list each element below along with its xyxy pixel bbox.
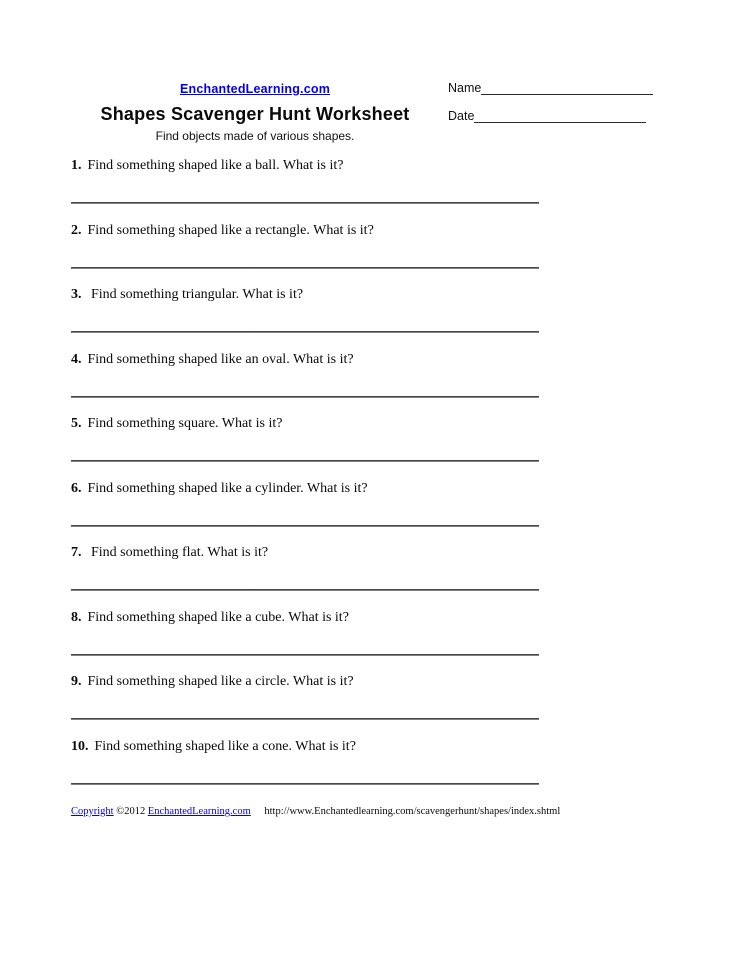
question-text: Find something shaped like a circle. What is it?	[87, 674, 354, 689]
question-number: 6.	[71, 480, 82, 496]
question-item	[71, 222, 540, 287]
question-number: 10.	[71, 738, 89, 754]
answer-blank-line	[71, 654, 539, 656]
copyright-link[interactable]: Copyright	[71, 806, 114, 817]
question-number: 9.	[71, 674, 82, 689]
date-field-row	[448, 108, 653, 123]
question-item	[71, 286, 540, 351]
worksheet-header	[70, 80, 440, 143]
question-text: Find something shaped like an oval. What is it?	[87, 351, 354, 367]
answer-blank-line	[71, 460, 539, 462]
question-text: Find something shaped like a cube. What is it?	[87, 609, 349, 625]
date-blank-line	[474, 109, 646, 123]
question-item	[71, 609, 540, 674]
question-text: Find something shaped like a cylinder. What is it?	[87, 480, 368, 496]
name-field-row	[448, 80, 653, 95]
question-item	[71, 738, 540, 803]
question-number: 3.	[71, 287, 82, 302]
answer-blank-line	[71, 202, 539, 204]
footer-site-link[interactable]: EnchantedLearning.com	[147, 806, 251, 817]
answer-blank-line	[71, 267, 539, 269]
question-text: Find something triangular. What is it?	[87, 287, 304, 302]
date-label: Date	[448, 109, 475, 123]
answer-blank-line	[71, 331, 539, 333]
question-text: Find something shaped like a rectangle. What is it?	[87, 222, 374, 238]
question-item	[71, 415, 540, 480]
answer-blank-line	[71, 525, 539, 527]
question-text: Find something flat. What is it?	[87, 545, 269, 560]
page-footer	[71, 805, 671, 818]
question-text: Find something square. What is it?	[87, 416, 283, 431]
question-item	[71, 351, 540, 416]
question-number: 2.	[71, 222, 82, 238]
question-number: 1.	[71, 158, 82, 173]
question-number: 4.	[71, 351, 82, 367]
question-number: 8.	[71, 609, 82, 625]
page-title: Shapes Scavenger Hunt Worksheet	[100, 104, 410, 124]
footer-url: http://www.Enchantedlearning.com/scavengerhunt/shapes/index.shtml	[264, 806, 561, 817]
answer-blank-line	[71, 396, 539, 398]
question-text: Find something shaped like a cone. What is it?	[94, 738, 356, 754]
question-item	[71, 673, 540, 738]
question-item	[71, 480, 540, 545]
page-subtitle: Find objects made of various shapes.	[155, 129, 355, 143]
question-number: 5.	[71, 416, 82, 431]
question-item	[71, 544, 540, 609]
question-text: Find something shaped like a ball. What is it?	[87, 158, 344, 173]
answer-blank-line	[71, 589, 539, 591]
question-number: 7.	[71, 545, 82, 560]
copyright-year: ©2012	[116, 806, 146, 817]
questions-list	[71, 157, 540, 802]
answer-blank-line	[71, 718, 539, 720]
name-blank-line	[481, 81, 653, 95]
name-date-block	[448, 80, 653, 136]
answer-blank-line	[71, 783, 539, 785]
name-label: Name	[448, 81, 482, 95]
enchantedlearning-site-link[interactable]: EnchantedLearning.com	[179, 82, 331, 96]
question-item	[71, 157, 540, 222]
